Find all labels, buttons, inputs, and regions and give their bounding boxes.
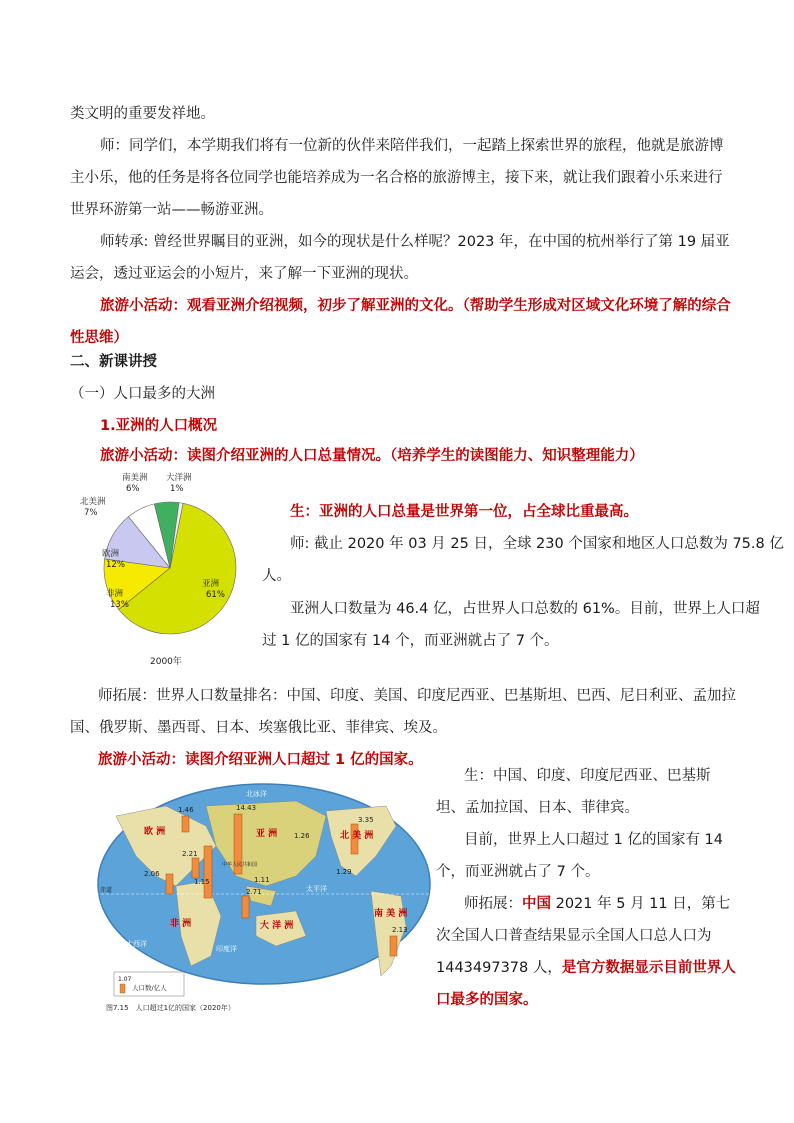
pie-label-4: 南美洲	[122, 473, 148, 483]
ethiopia-value: 1.15	[194, 878, 210, 886]
nigeria-bar	[166, 874, 173, 894]
pie-value-0: 61%	[206, 590, 225, 600]
pakistan-bar	[192, 858, 199, 878]
extension-2a: 师拓展：中国 2021 年 5 月 11 日，第七	[464, 896, 731, 912]
india-bar	[204, 846, 212, 898]
china-value: 14.43	[236, 804, 257, 812]
activity-1: 旅游小活动：观看亚洲介绍视频，初步了解亚洲的文化。（帮助学生形成对区域文化环境了解的综合性思维）	[70, 298, 731, 346]
philippines-value: 1.11	[254, 876, 270, 884]
intro-line: 类文明的重要发祥地。	[70, 106, 215, 122]
pie-value-3: 7%	[84, 508, 98, 518]
section-heading: 二、新课讲授	[70, 354, 157, 370]
pie-svg	[80, 468, 250, 668]
activity-3: 旅游小活动：读图介绍亚洲人口超过 1 亿的国家。	[98, 752, 423, 768]
asia-label: 亚 洲	[256, 829, 278, 839]
south-america-label: 南 美 洲	[374, 909, 408, 919]
student-answer-1: 生：亚洲的人口总量是世界第一位，占全球比重最高。	[290, 504, 638, 520]
china-name: 中华人民共和国	[222, 862, 258, 868]
teacher-stat-1b: 人。	[262, 568, 291, 584]
extension-1a: 师拓展：世界人口数量排名：中国、印度、美国、印度尼西亚、巴基斯坦、巴西、尼日利亚、孟加拉	[98, 688, 736, 704]
activity-2: 旅游小活动：读图介绍亚洲的人口总量情况。（培养学生的读图能力、知识整理能力）	[100, 448, 644, 464]
brazil-value: 2.13	[392, 926, 408, 934]
legend-value: 1.07	[118, 976, 132, 983]
legend-label: 人口数/亿人	[132, 984, 167, 992]
pie-label-1: 非洲	[106, 589, 124, 599]
europe-label: 欧 洲	[144, 827, 166, 837]
africa-label: 非 洲	[170, 919, 192, 929]
indonesia-value: 2.71	[246, 888, 262, 896]
oceania-label: 大 洋 洲	[260, 921, 294, 931]
pie-label-0: 亚洲	[202, 579, 220, 589]
pakistan-value: 2.21	[182, 850, 198, 858]
extension-2b: 次全国人口普查结果显示全国人口总人口为	[436, 928, 712, 944]
teacher-stat-1: 师: 截止 2020 年 03 月 25 日，全球 230 个国家和地区人口总数为 75.8 亿	[290, 536, 784, 552]
teacher-stat-3b: 个，而亚洲就占了 7 个。	[436, 864, 600, 880]
subsection-heading: （一）人口最多的大洲	[70, 386, 215, 402]
topic-heading: 1.亚洲的人口概况	[100, 418, 218, 434]
teacher-stat-2: 亚洲人口数量为 46.4 亿，占世界人口总数的 61%。目前，世界上人口超	[290, 601, 760, 617]
japan-value: 1.26	[294, 832, 310, 840]
extension-2d: 口最多的国家。	[436, 992, 538, 1008]
pie-value-1: 13%	[110, 600, 129, 610]
russia-bar	[182, 816, 189, 832]
pie-caption: 2000年	[150, 657, 182, 667]
student-answer-2b: 坦、孟加拉国、日本、菲律宾。	[436, 800, 639, 816]
atlantic-label: 大西洋	[126, 940, 147, 948]
teacher-paragraph: 师：同学们，本学期我们将有一位新的伙伴来陪伴我们，一起踏上探索世界的旅程，他就是旅游博主小乐，他的任务是将各位同学也能培养成为一名合格的旅游博主，接下来，就让我们跟着小乐来进行世界环游第一站——畅游亚洲。	[70, 138, 724, 218]
usa-value: 3.35	[358, 816, 374, 824]
pie-value-4: 6%	[126, 484, 140, 494]
student-answer-2a: 生：中国、印度、印度尼西亚、巴基斯	[464, 768, 711, 784]
pie-label-2: 欧洲	[102, 549, 120, 559]
extension-2c: 1443497378 人，是官方数据显示目前世界人	[436, 960, 736, 976]
pie-label-5: 大洋洲	[166, 473, 192, 483]
population-pie-chart	[80, 468, 250, 668]
legend-bar-icon	[120, 984, 125, 993]
map-caption: 图7.15 人口超过1亿的国家（2020年）	[106, 1004, 235, 1012]
pacific-label: 太平洋	[306, 885, 327, 893]
arctic-label: 北冰洋	[246, 790, 267, 798]
teacher-stat-2b: 过 1 亿的国家有 14 个，而亚洲就占了 7 个。	[262, 633, 559, 649]
equator-label: 赤道	[100, 887, 113, 894]
brazil-bar	[390, 936, 397, 956]
russia-value: 1.46	[178, 806, 194, 814]
indian-ocean-label: 印度洋	[216, 945, 237, 953]
teacher-stat-3a: 目前，世界上人口超过 1 亿的国家有 14	[464, 832, 724, 848]
teacher-transition: 师转承: 曾经世界瞩目的亚洲，如今的现状是什么样呢？2023 年，在中国的杭州举行了第 19 届亚运会，透过亚运会的小短片，来了解一下亚洲的现状。	[70, 234, 730, 282]
map-svg	[96, 776, 432, 1016]
world-population-map	[96, 776, 432, 1016]
north-america-label: 北 美 洲	[340, 831, 374, 841]
pie-label-3: 北美洲	[80, 497, 106, 507]
mexico-value: 1.29	[336, 868, 352, 876]
pie-value-5: 1%	[170, 484, 184, 494]
nigeria-value: 2.06	[144, 870, 160, 878]
pie-value-2: 12%	[106, 560, 125, 570]
extension-1b: 国、俄罗斯、墨西哥、日本、埃塞俄比亚、菲律宾、埃及。	[70, 720, 447, 736]
indonesia-bar	[242, 896, 249, 918]
